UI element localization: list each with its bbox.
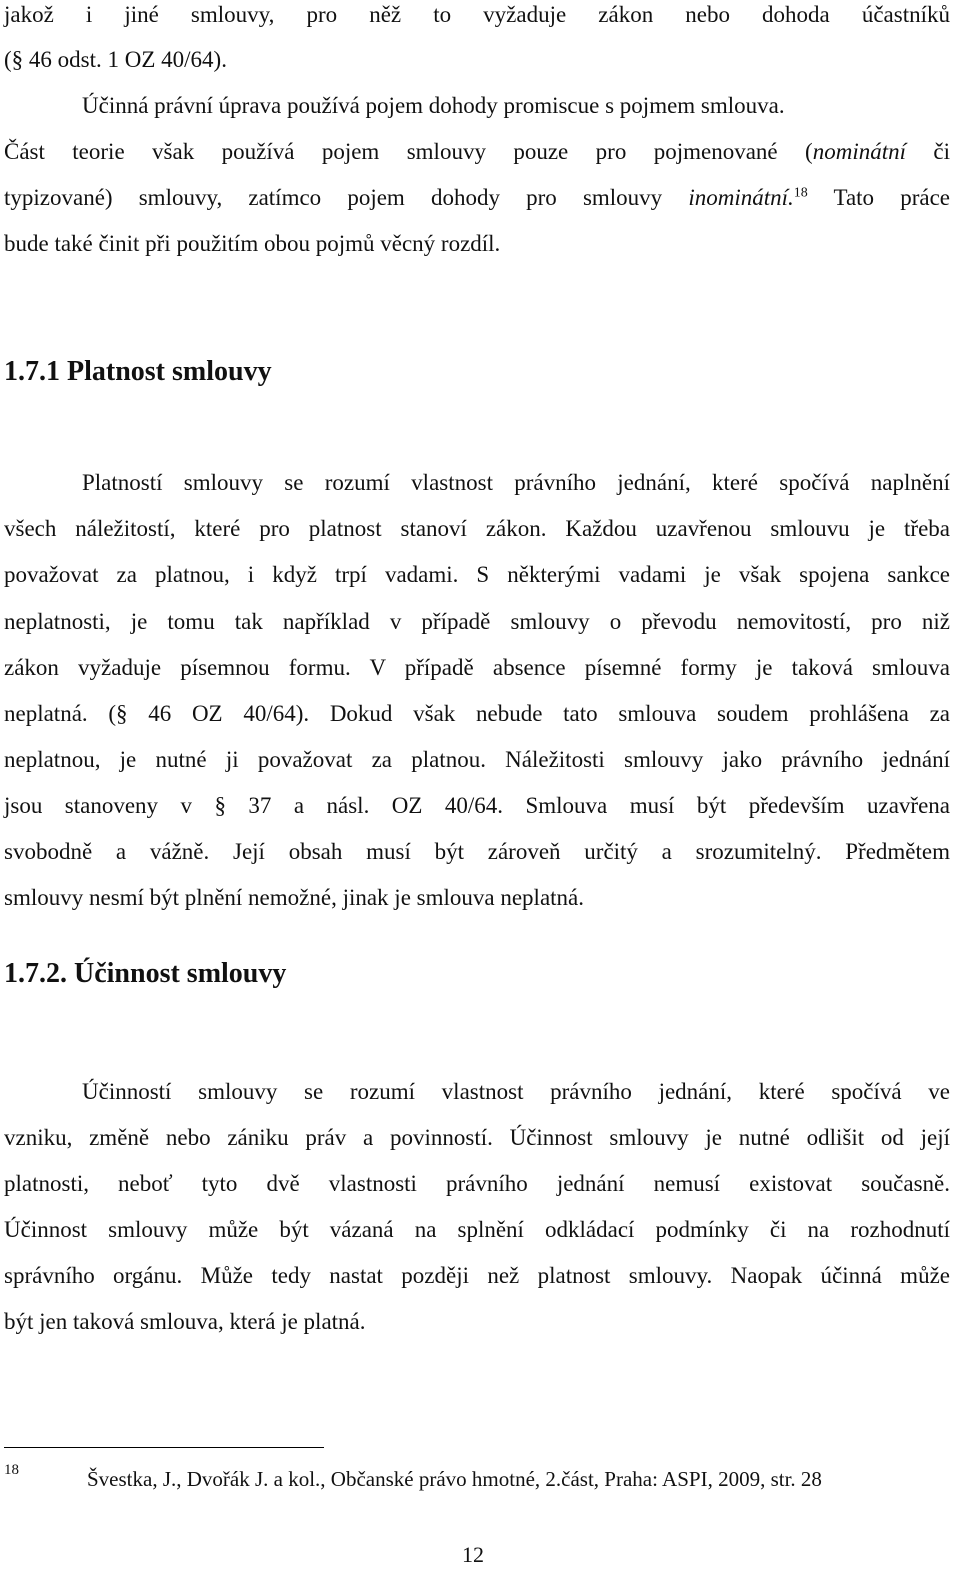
section1-line-4: neplatnosti, je tomu tak například v případě smlouvy o převodu nemovitostí, pro niž <box>4 609 950 634</box>
section2-line-1: Účinností smlouvy se rozumí vlastnost právního jednání, které spočívá ve <box>82 1079 950 1104</box>
section2-line-5: správního orgánu. Může tedy nastat později než platnost smlouvy. Naopak účinná může <box>4 1263 950 1288</box>
section2-line-3: platnosti, neboť tyto dvě vlastnosti právního jednání nemusí existovat současně. <box>4 1171 950 1196</box>
section1-line-5: zákon vyžaduje písemnou formu. V případě absence písemné formy je taková smlouva <box>4 655 950 680</box>
page-number: 12 <box>462 1542 484 1567</box>
section1-line-8: jsou stanoveny v § 37 a násl. OZ 40/64. Smlouva musí být především uzavřena <box>4 793 950 818</box>
section1-line-7: neplatnou, je nutné ji považovat za platnou. Náležitosti smlouvy jako právního jednání <box>4 747 950 772</box>
intro-line-4 <box>4 137 950 167</box>
intro-line-4-end: či <box>905 139 950 164</box>
section1-line-3: považovat za platnou, i když trpí vadami. S některými vadami je však spojena sankce <box>4 562 950 587</box>
section-heading-platnost: 1.7.1 Platnost smlouvy <box>4 356 272 387</box>
section1-line-2: všech náležitostí, které pro platnost stanoví zákon. Každou uzavřenou smlouvu je třeba <box>4 516 950 541</box>
section2-line-4: Účinnost smlouvy může být vázaná na splnění odkládací podmínky či na rozhodnutí <box>4 1217 950 1242</box>
footnote-ref[interactable]: 18 <box>793 185 808 201</box>
footnote-separator <box>4 1447 324 1448</box>
intro-line-1: jakož i jiné smlouvy, pro něž to vyžaduje zákon nebo dohoda účastníků <box>4 2 950 27</box>
section1-line-9: svobodně a vážně. Její obsah musí být zároveň určitý a srozumitelný. Předmětem <box>4 839 950 864</box>
intro-line-3: Účinná právní úprava používá pojem dohody promiscue s pojmem smlouva. <box>82 93 785 118</box>
section1-line-1: Platností smlouvy se rozumí vlastnost právního jednání, které spočívá naplnění <box>82 470 950 495</box>
term-inominatni: inominátní. <box>688 185 794 210</box>
intro-line-5-end: Tato práce <box>807 185 950 210</box>
term-nominatni: nominátní <box>812 139 906 164</box>
section-heading-ucinnost: 1.7.2. Účinnost smlouvy <box>4 958 287 989</box>
intro-line-2: (§ 46 odst. 1 OZ 40/64). <box>4 47 227 72</box>
section1-line-6: neplatná. (§ 46 OZ 40/64). Dokud však nebude tato smlouva soudem prohlášena za <box>4 701 950 726</box>
section2-line-2: vzniku, změně nebo zániku práv a povinností. Účinnost smlouvy je nutné odlišit od její <box>4 1125 950 1150</box>
intro-line-5 <box>4 183 950 213</box>
intro-line-5-text: typizované) smlouvy, zatímco pojem dohody pro smlouvy <box>4 185 689 210</box>
footnote-number: 18 <box>4 1462 19 1478</box>
section2-line-6: být jen taková smlouva, která je platná. <box>4 1309 366 1334</box>
intro-line-6: bude také činit při použitím obou pojmů věcný rozdíl. <box>4 231 501 256</box>
section1-line-10: smlouvy nesmí být plnění nemožné, jinak je smlouva neplatná. <box>4 885 584 910</box>
footnote-text: Švestka, J., Dvořák J. a kol., Občanské právo hmotné, 2.část, Praha: ASPI, 2009, str. 28 <box>87 1467 822 1491</box>
intro-line-4-text: Část teorie však používá pojem smlouvy pouze pro pojmenované ( <box>4 139 813 164</box>
